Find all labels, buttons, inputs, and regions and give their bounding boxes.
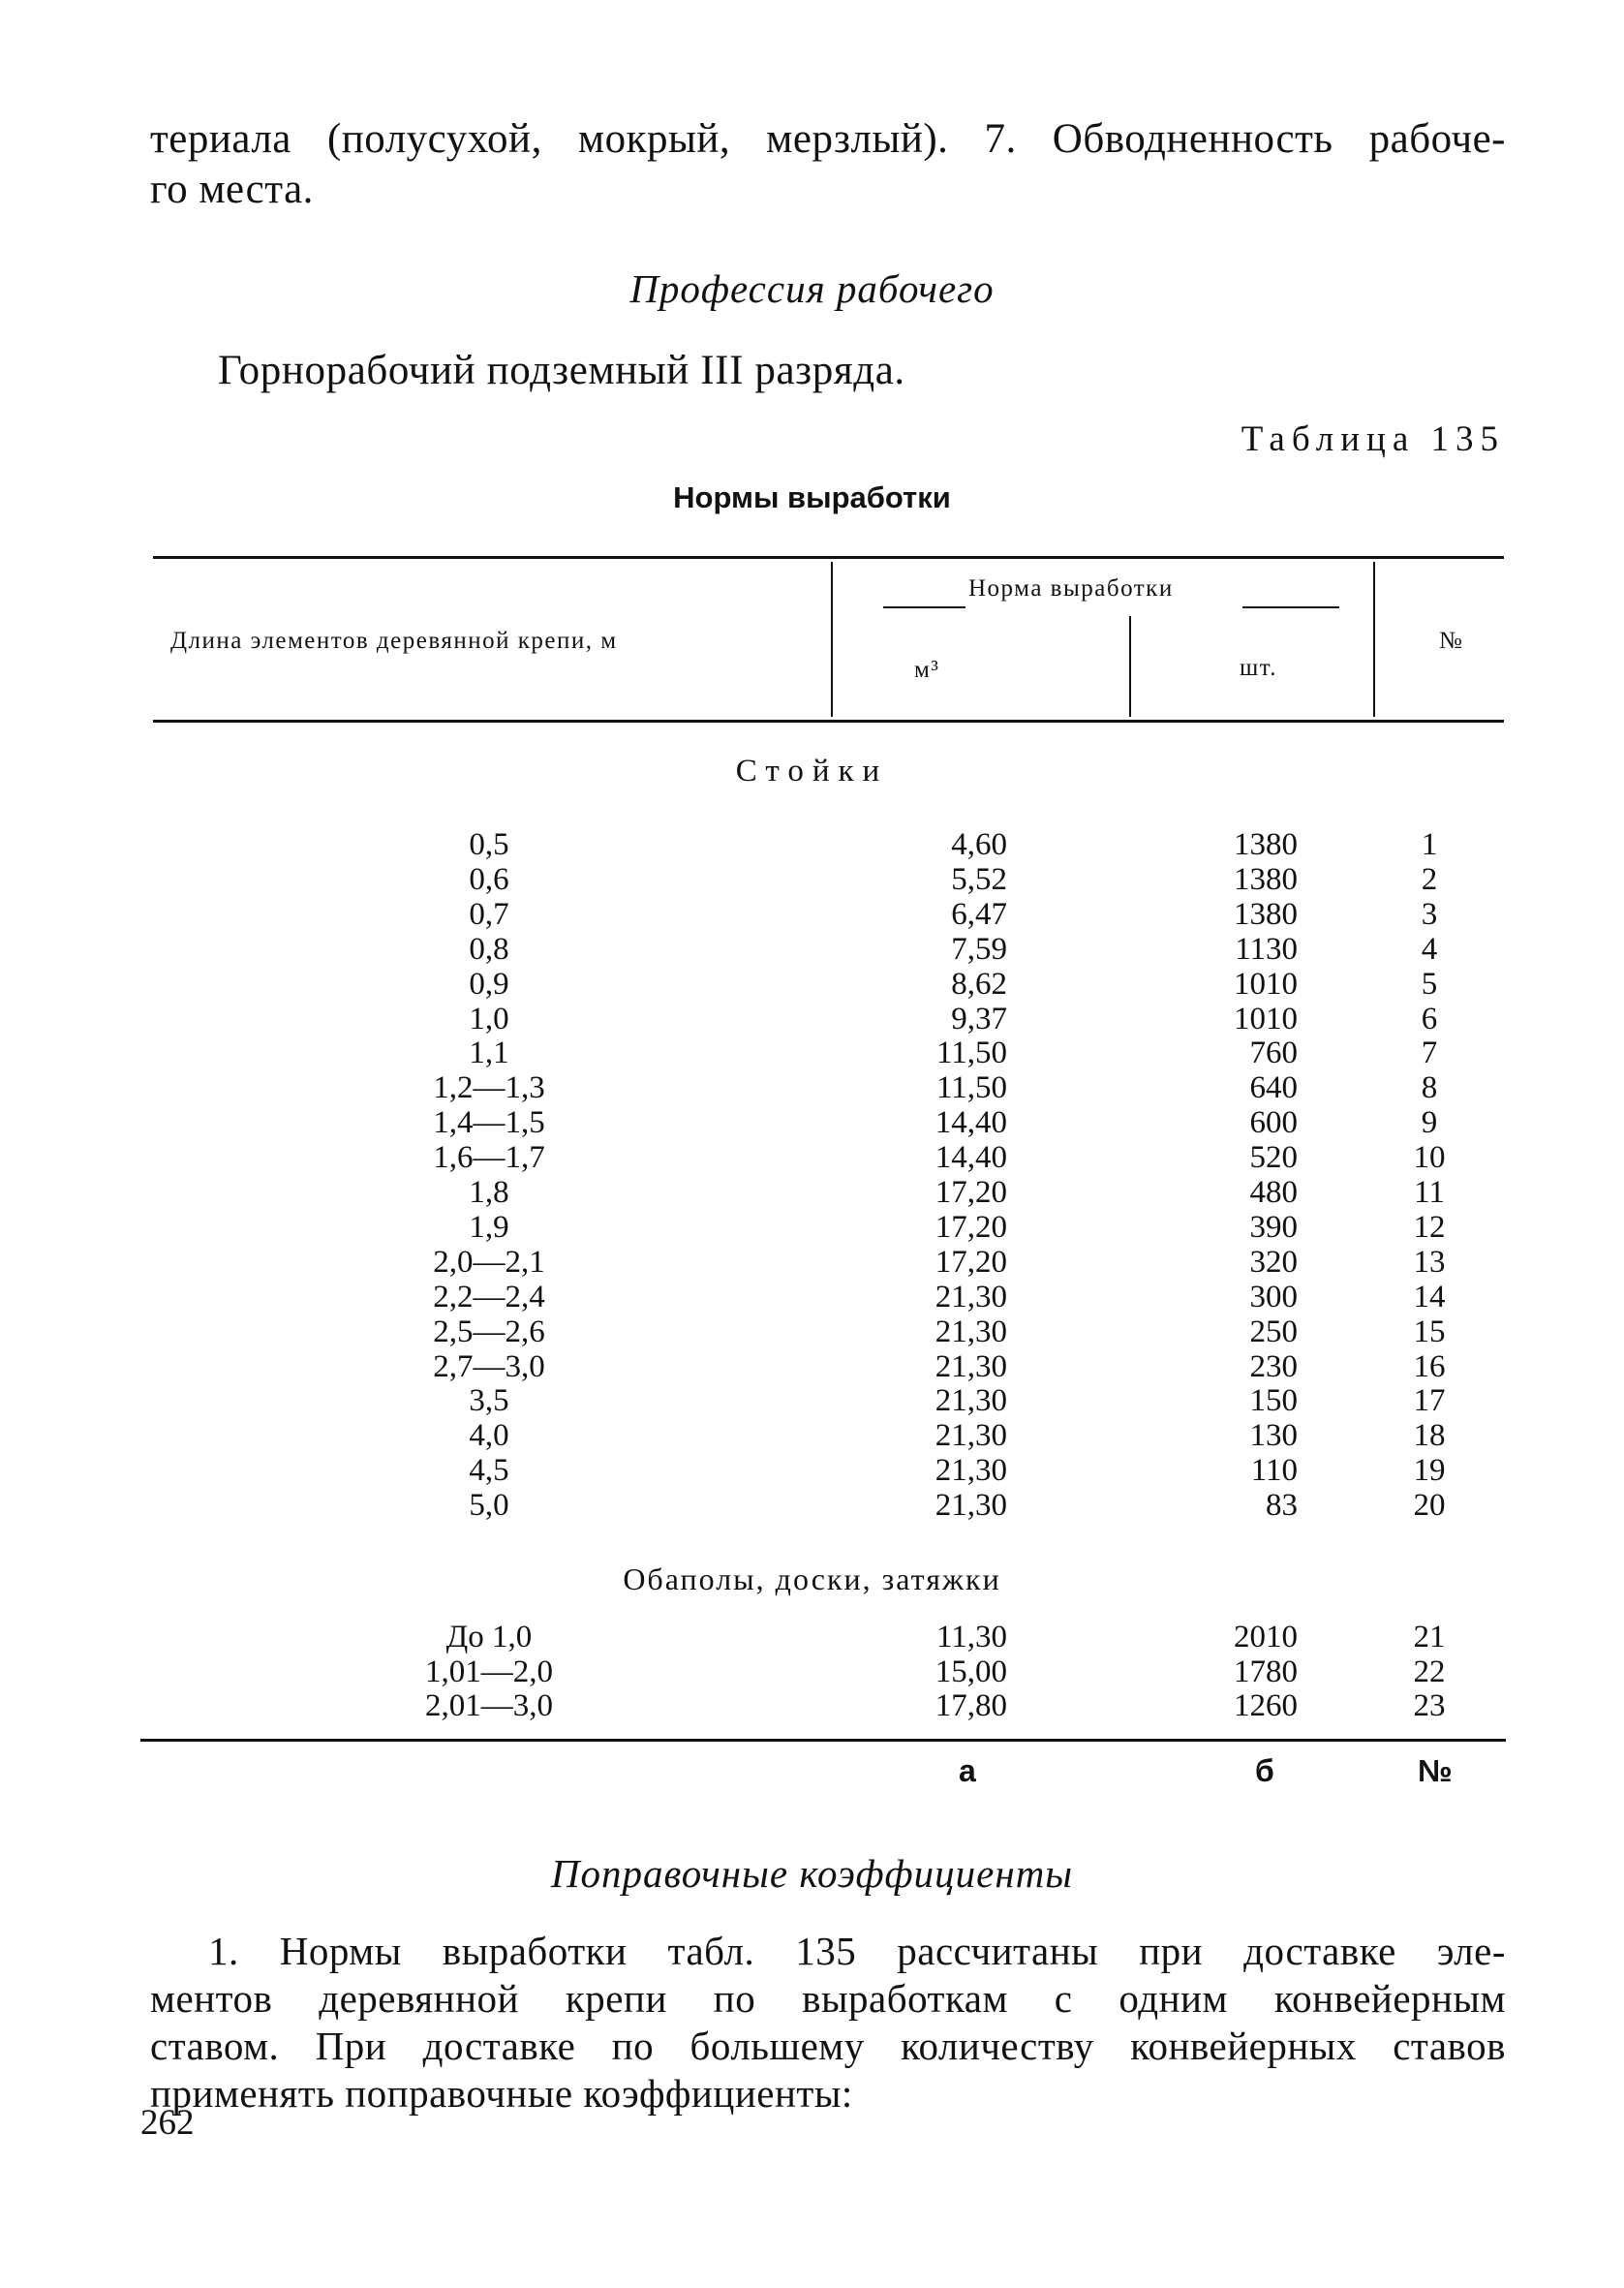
cell-number: 19 (1413, 1453, 1446, 1489)
cell-length: 4,5 (469, 1453, 509, 1489)
table-row (0, 862, 1624, 897)
intro-paragraph (150, 114, 1506, 215)
cell-m3: 17,80 (935, 1688, 1007, 1723)
cell-m3: 8,62 (951, 966, 1007, 1002)
cell-pcs: 1010 (1234, 966, 1298, 1002)
cell-length: 1,01—2,0 (425, 1654, 553, 1689)
cell-pcs: 1780 (1234, 1654, 1298, 1689)
cell-pcs: 83 (1266, 1488, 1298, 1524)
cell-length: 2,0—2,1 (433, 1244, 545, 1280)
cell-m3: 17,20 (935, 1244, 1007, 1280)
cell-length: 1,4—1,5 (433, 1105, 545, 1141)
cell-m3: 15,00 (935, 1654, 1007, 1689)
cell-number: 16 (1413, 1348, 1446, 1384)
cell-pcs: 1380 (1234, 896, 1298, 932)
cell-pcs: 2010 (1234, 1620, 1298, 1654)
cell-m3: 17,20 (935, 1175, 1007, 1210)
table-row (0, 1105, 1624, 1140)
table-row (0, 1688, 1624, 1723)
table-row (0, 1349, 1624, 1384)
intro-line-1: териала (полусухой, мокрый, мерзлый). 7. Обводненность рабоче- (150, 116, 1506, 162)
cell-m3: 21,30 (935, 1453, 1007, 1489)
cell-length: 1,9 (469, 1209, 509, 1245)
table-row (0, 1453, 1624, 1488)
cell-pcs: 600 (1249, 1105, 1298, 1141)
cell-m3: 7,59 (951, 931, 1007, 967)
correction-paragraph (150, 1928, 1506, 2118)
table-row (0, 1314, 1624, 1349)
table-row (0, 1488, 1624, 1523)
cell-pcs: 1010 (1234, 1001, 1298, 1036)
cell-pcs: 1380 (1234, 861, 1298, 897)
cell-pcs: 760 (1249, 1036, 1298, 1071)
correction-line-4: применять поправочные коэффициенты: (150, 2071, 853, 2116)
table-row (0, 1036, 1624, 1070)
intro-line-2: го места. (150, 167, 314, 212)
table-row (0, 967, 1624, 1002)
cell-length: 2,01—3,0 (425, 1688, 553, 1723)
cell-pcs: 110 (1250, 1453, 1298, 1489)
cell-m3: 9,37 (951, 1001, 1007, 1036)
cell-pcs: 250 (1249, 1314, 1298, 1349)
cell-number: 17 (1413, 1383, 1446, 1419)
footer-label-b: б (1255, 1753, 1274, 1788)
table-row (0, 827, 1624, 862)
cell-pcs: 320 (1249, 1244, 1298, 1280)
correction-line-2: ментов деревянной крепи по выработкам с одним конвейерным (150, 1976, 1506, 2021)
cell-number: 21 (1413, 1620, 1446, 1654)
table-row (0, 1620, 1624, 1654)
cell-length: 4,0 (469, 1418, 509, 1454)
section-title-obapoly: Обаполы, доски, затяжки (623, 1561, 1001, 1596)
cell-pcs: 1130 (1235, 931, 1298, 967)
cell-length: 1,0 (469, 1001, 509, 1036)
footer-label-number: № (1418, 1753, 1453, 1788)
cell-m3: 11,50 (935, 1036, 1007, 1071)
profession-text: Горнорабочий подземный III разряда. (218, 348, 905, 393)
cell-number: 12 (1413, 1209, 1446, 1245)
cell-m3: 21,30 (935, 1314, 1007, 1349)
header-divider-left (831, 562, 833, 717)
cell-pcs: 480 (1249, 1175, 1298, 1210)
cell-m3: 4,60 (951, 827, 1007, 862)
cell-length: 0,7 (469, 896, 509, 932)
cell-pcs: 130 (1249, 1418, 1298, 1454)
table-row (0, 1418, 1624, 1453)
table-row (0, 932, 1624, 967)
cell-m3: 6,47 (951, 896, 1007, 932)
cell-number: 7 (1421, 1036, 1438, 1071)
cell-number: 10 (1413, 1140, 1446, 1176)
table-row (0, 1140, 1624, 1175)
cell-pcs: 1260 (1234, 1688, 1298, 1723)
cell-number: 4 (1421, 931, 1438, 967)
cell-number: 3 (1421, 896, 1438, 932)
cell-number: 20 (1413, 1488, 1446, 1524)
table-row (0, 897, 1624, 932)
table-row (0, 1210, 1624, 1245)
table-row (0, 1280, 1624, 1314)
cell-pcs: 300 (1249, 1279, 1298, 1314)
cell-m3: 14,40 (935, 1105, 1007, 1141)
table-label: Таблица 135 (1241, 419, 1505, 459)
profession-heading: Профессия рабочего (629, 266, 995, 311)
correction-line-1: 1. Нормы выработки табл. 135 рассчитаны при доставке эле- (208, 1929, 1506, 1973)
cell-length: До 1,0 (445, 1620, 533, 1654)
cell-m3: 11,50 (935, 1070, 1007, 1106)
table-row (0, 1245, 1624, 1280)
header-divider-mid (1129, 616, 1131, 717)
header-m3: м³ (914, 657, 940, 683)
cell-m3: 17,20 (935, 1209, 1007, 1245)
cell-number: 5 (1421, 966, 1438, 1002)
footer-label-a: а (959, 1753, 976, 1788)
header-pcs: шт. (1240, 655, 1278, 681)
cell-length: 1,1 (469, 1036, 509, 1071)
page-number: 262 (140, 2103, 195, 2143)
table-row (0, 1070, 1624, 1105)
correction-line-3: ставом. При доставке по большему количеству конвейерных ставов (150, 2024, 1506, 2068)
cell-length: 0,6 (469, 861, 509, 897)
cell-number: 18 (1413, 1418, 1446, 1454)
cell-number: 13 (1413, 1244, 1446, 1280)
table-row (0, 1383, 1624, 1418)
cell-length: 1,8 (469, 1175, 509, 1210)
cell-length: 0,9 (469, 966, 509, 1002)
cell-number: 1 (1421, 827, 1438, 862)
cell-m3: 21,30 (935, 1279, 1007, 1314)
cell-pcs: 390 (1249, 1209, 1298, 1245)
cell-length: 2,7—3,0 (433, 1348, 545, 1384)
cell-length: 1,6—1,7 (433, 1140, 545, 1176)
cell-number: 8 (1421, 1070, 1438, 1106)
correction-heading: Поправочные коэффициенты (550, 1851, 1074, 1896)
norm-group-line-left (883, 606, 965, 608)
cell-number: 14 (1413, 1279, 1446, 1314)
cell-length: 2,2—2,4 (433, 1279, 545, 1314)
cell-number: 22 (1413, 1654, 1446, 1689)
cell-pcs: 520 (1249, 1140, 1298, 1176)
cell-m3: 14,40 (935, 1140, 1007, 1176)
cell-pcs: 230 (1249, 1348, 1298, 1384)
cell-pcs: 640 (1249, 1070, 1298, 1106)
cell-number: 23 (1413, 1688, 1446, 1723)
table-title: Нормы выработки (673, 480, 951, 514)
cell-number: 6 (1421, 1001, 1438, 1036)
cell-pcs: 1380 (1234, 827, 1298, 862)
section-title-stoiki: Стойки (735, 754, 889, 788)
cell-length: 5,0 (469, 1488, 509, 1524)
cell-length: 1,2—1,3 (433, 1070, 545, 1106)
cell-m3: 21,30 (935, 1488, 1007, 1524)
cell-length: 3,5 (469, 1383, 509, 1419)
cell-pcs: 150 (1249, 1383, 1298, 1419)
cell-m3: 11,30 (935, 1620, 1007, 1654)
cell-number: 2 (1421, 861, 1438, 897)
cell-length: 0,8 (469, 931, 509, 967)
cell-number: 15 (1413, 1314, 1446, 1349)
table-row (0, 1654, 1624, 1689)
table-row (0, 1175, 1624, 1210)
norm-group-line-right (1242, 606, 1339, 608)
cell-number: 11 (1414, 1175, 1445, 1210)
cell-number: 9 (1421, 1105, 1438, 1141)
header-bottom-rule (153, 720, 1504, 723)
cell-m3: 5,52 (951, 861, 1007, 897)
cell-length: 2,5—2,6 (433, 1314, 545, 1349)
table-row (0, 1002, 1624, 1036)
cell-m3: 21,30 (935, 1418, 1007, 1454)
header-divider-right (1373, 562, 1375, 717)
header-norm-group: Норма выработки (968, 575, 1174, 602)
header-number: № (1439, 628, 1464, 654)
header-length: Длина элементов деревянной крепи, м (170, 628, 618, 654)
table-top-rule (153, 556, 1504, 559)
cell-m3: 21,30 (935, 1383, 1007, 1419)
cell-length: 0,5 (469, 827, 509, 862)
cell-m3: 21,30 (935, 1348, 1007, 1384)
table-bottom-rule (140, 1739, 1506, 1742)
